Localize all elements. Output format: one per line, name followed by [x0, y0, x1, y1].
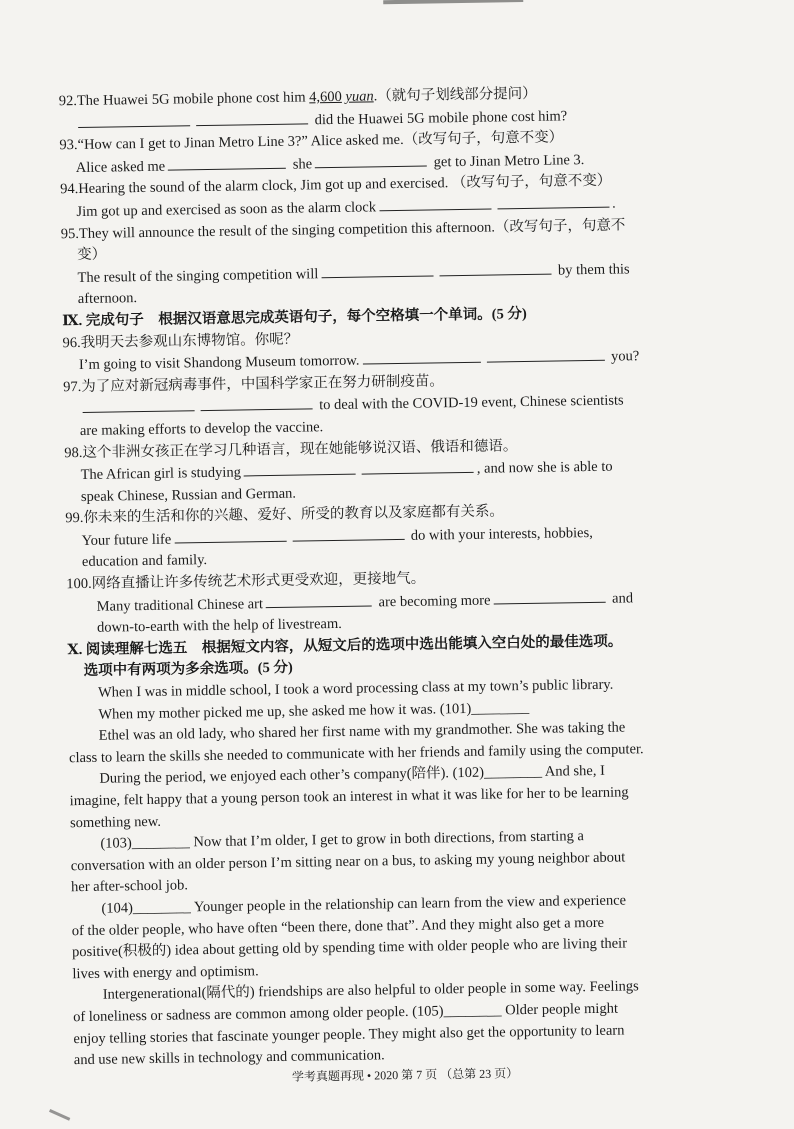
section-10-title-cont: 选项中有两项为多余选项。(5 分): [83, 660, 293, 680]
question-95-cont: 变）: [77, 246, 107, 264]
reading-passage: [68, 674, 678, 1072]
passage-line: Ethel was an old lady, who shared her first name with my grandmother. She was taking the: [98, 719, 626, 744]
question-94-answer: Jim got up and exercised as soon as the alarm clock .: [60, 192, 664, 224]
section-9-title: Ⅸ. 完成句子 根据汉语意思完成英语句子，每个空格填一个单词。(5 分): [62, 305, 527, 330]
question-100-answer-cont: down-to-earth with the help of livestream.: [96, 616, 342, 637]
answer-blank[interactable]: [292, 525, 404, 542]
question-92-answer: did the Huawei 5G mobile phone cost him?: [59, 103, 663, 135]
question-96-answer: I’m going to visit Shandong Museum tomorrow. you?: [63, 345, 667, 377]
question-99-answer-cont: education and family.: [81, 552, 208, 571]
answer-blank[interactable]: [266, 591, 372, 608]
passage-line: of loneliness or sadness are common among older people. (105)________ Older people might: [73, 1000, 619, 1026]
question-98-answer-cont: speak Chinese, Russian and German.: [80, 485, 297, 505]
answer-blank[interactable]: [497, 193, 609, 210]
answer-blank[interactable]: [439, 259, 551, 276]
passage-line: enjoy telling stories that fascinate younger people. They might also get the opportunity to learn: [73, 1022, 625, 1047]
scan-mark: [49, 1109, 70, 1121]
question-95-answer: The result of the singing competition will by them this: [77, 261, 630, 286]
question-96: 96.我明天去参观山东博物馆。你呢？: [62, 331, 299, 351]
answer-blank[interactable]: [78, 111, 190, 128]
passage-line: imagine, felt happy that a young person took an interest in what it was like for her to be learning: [69, 784, 629, 810]
question-92: 92.The Huawei 5G mobile phone cost him 4,600 yuan.（就句子划线部分提问）: [58, 85, 537, 110]
question-100: 100.网络直播让许多传统艺术形式更受欢迎，更接地气。: [66, 570, 426, 593]
question-99-answer: Your future life do with your interests, hobbies,: [81, 524, 593, 549]
question-97-answer: to deal with the COVID-19 event, Chinese scientists: [63, 389, 667, 421]
passage-line: something new.: [69, 813, 162, 831]
answer-blank[interactable]: [321, 261, 433, 278]
passage-line: During the period, we enjoyed each other’s company(陪伴). (102)________ And she, I: [99, 763, 605, 788]
passage-line: of the older people, who have often “been there, done that”. And they might also get a more: [71, 914, 605, 939]
passage-line: When I was in middle school, I took a word processing class at my town’s public library.: [97, 676, 614, 701]
question-97: 97.为了应对新冠病毒事件，中国科学家正在努力研制疫苗。: [63, 373, 444, 395]
question-93: 93.“How can I get to Jinan Metro Line 3?” Alice asked me.（改写句子，句意不变）: [59, 129, 564, 154]
scan-mark: [383, 0, 523, 4]
answer-blank[interactable]: [244, 460, 356, 477]
answer-blank[interactable]: [486, 346, 604, 363]
answer-blank[interactable]: [379, 194, 491, 211]
question-98-answer: The African girl is studying , and now she is able to: [80, 458, 613, 484]
question-97-answer-cont: are making efforts to develop the vaccine.: [79, 419, 324, 439]
answer-blank[interactable]: [196, 109, 308, 126]
passage-line: lives with energy and optimism.: [72, 963, 259, 982]
page-footer: 学考真题再现 • 2020 第 7 页 （总第 23 页）: [291, 1066, 519, 1084]
passage-line: class to learn the skills she needed to communicate with her friends and family using the computer.: [68, 741, 644, 767]
answer-blank[interactable]: [362, 458, 474, 475]
question-99: 99.你未来的生活和你的兴趣、爱好、所受的教育以及家庭都有关系。: [65, 503, 505, 527]
question-95-answer-cont: afternoon.: [77, 290, 138, 308]
passage-line: (104)________ Younger people in the relationship can learn from the view and experience: [101, 892, 627, 917]
answer-blank[interactable]: [174, 527, 286, 544]
question-94: 94.Hearing the sound of the alarm clock, Jim got up and exercised. （改写句子，句意不变）: [60, 173, 612, 198]
answer-blank[interactable]: [315, 151, 427, 168]
answer-blank[interactable]: [82, 397, 194, 414]
question-100-answer: Many traditional Chinese art are becoming more and: [67, 586, 671, 618]
question-93-answer: Alice asked me she get to Jinan Metro Line 3.: [75, 151, 585, 176]
question-95: 95.They will announce the result of the singing competition this afternoon.（改写句子，句意不: [60, 216, 626, 242]
passage-line: positive(积极的) idea about getting old by spending time with older people who are living their: [71, 935, 628, 961]
answer-blank[interactable]: [362, 348, 480, 365]
passage-line: her after-school job.: [70, 877, 189, 896]
page-content: [59, 82, 678, 1072]
passage-line: When my mother picked me up, she asked me how it was. (101)________: [98, 699, 530, 723]
passage-line: conversation with an older person I’m sitting near on a bus, to asking my young neighbor about: [70, 849, 626, 874]
answer-blank[interactable]: [200, 395, 312, 412]
question-98: 98.这个非洲女孩正在学习几种语言，现在她能够说汉语、俄语和德语。: [64, 437, 518, 461]
section-10-title: Ⅹ. 阅读理解七选五 根据短文内容，从短文后的选项中选出能填入空白处的最佳选项。: [67, 633, 623, 659]
answer-blank[interactable]: [168, 154, 286, 171]
passage-line: (103)________ Now that I’m older, I get to grow in both directions, from starting a: [100, 828, 584, 852]
passage-line: Intergenerational(隔代的) friendships are also helpful to older people in some way. Feelings: [102, 978, 639, 1004]
passage-line: and use new skills in technology and communication.: [73, 1047, 385, 1069]
answer-blank[interactable]: [493, 587, 605, 604]
